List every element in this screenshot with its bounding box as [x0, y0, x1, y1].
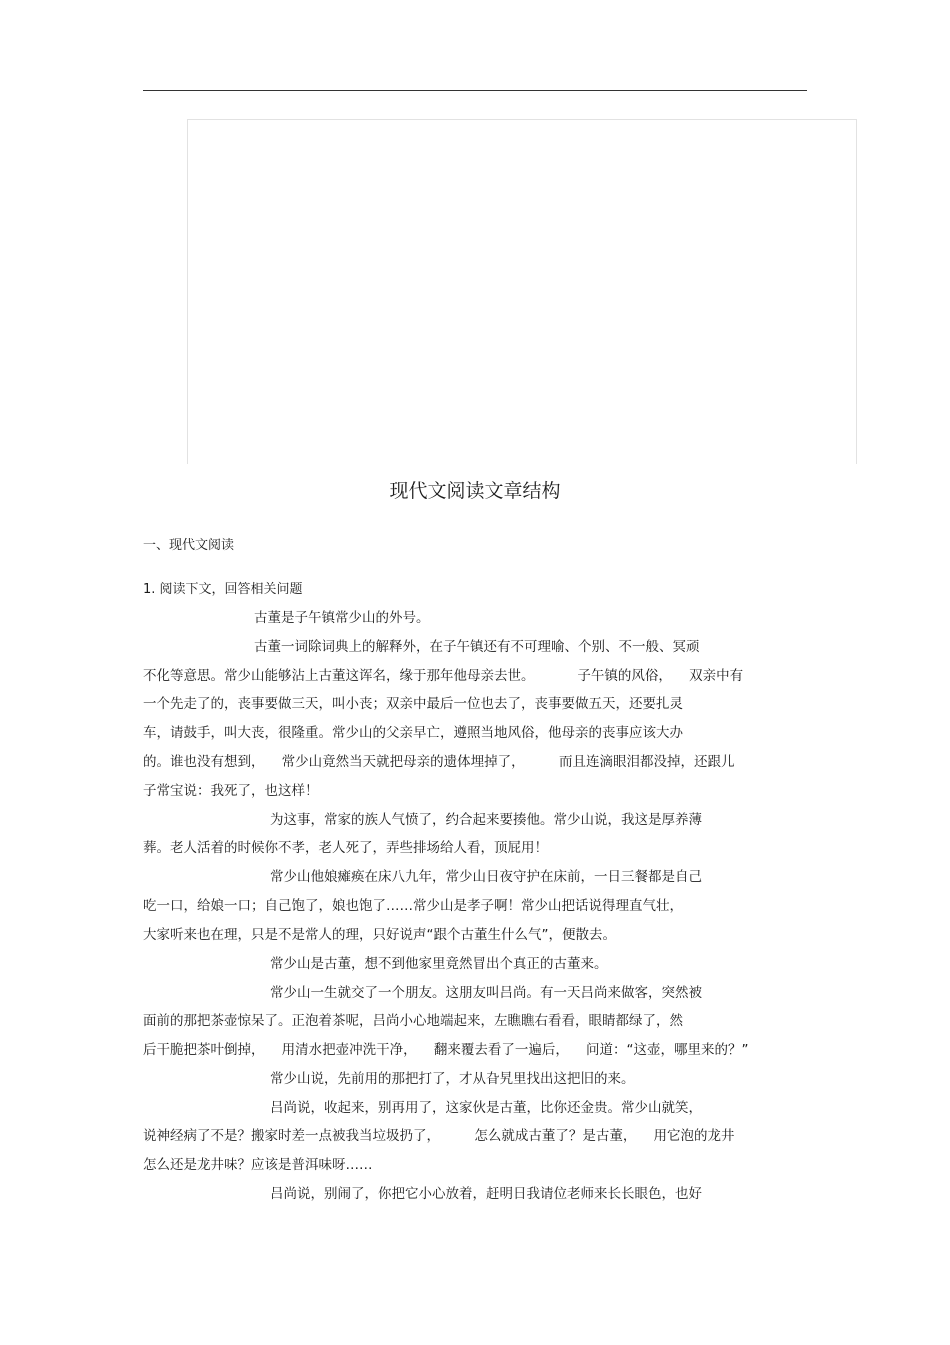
header-rule [143, 90, 807, 91]
body-line: 子常宝说：我死了，也这样！ [143, 783, 319, 799]
body-line: 后干脆把茶叶倒掉， 用清水把壶冲洗干净， 翻来覆去看了一遍后， 问道：“这壶，哪里来的？” [143, 1042, 749, 1058]
body-line: 大家听来也在理，只是不是常人的理，只好说声“跟个古董生什么气”，便散去。 [143, 927, 616, 943]
body-line: 吃一口，给娘一口；自己饱了，娘也饱了……常少山是孝子啊！常少山把话说得理直气壮， [143, 898, 683, 914]
document-title: 现代文阅读文章结构 [389, 480, 561, 502]
body-line: 常少山他娘瘫痪在床八九年，常少山日夜守护在床前，一日三餐都是自己 [270, 869, 702, 885]
body-line: 葬。老人活着的时候你不孝，老人死了，弄些排场给人看，顶屁用！ [143, 840, 548, 856]
body-line: 常少山一生就交了一个朋友。这朋友叫吕尚。有一天吕尚来做客，突然被 [270, 985, 702, 1001]
image-placeholder-frame [187, 119, 857, 464]
body-line: 怎么还是龙井味？应该是普洱味呀…… [143, 1157, 373, 1173]
body-line: 常少山是古董，想不到他家里竟然冒出个真正的古董来。 [270, 956, 608, 972]
body-line: 车，请鼓手，叫大丧，很隆重。常少山的父亲早亡，遵照当地风俗，他母亲的丧事应该大办 [143, 725, 683, 741]
body-line: 古董一词除词典上的解释外，在子午镇还有不可理喻、个别、不一般、冥顽 [254, 639, 700, 655]
body-line: 不化等意思。常少山能够沾上古董这诨名，缘于那年他母亲去世。 子午镇的风俗， 双亲中有 [143, 668, 744, 684]
body-line: 一个先走了的，丧事要做三天，叫小丧；双亲中最后一位也去了，丧事要做五天，还要扎灵 [143, 696, 683, 712]
question-prompt: 1. 阅读下文，回答相关问题 [143, 582, 303, 597]
body-line: 的。谁也没有想到， 常少山竟然当天就把母亲的遗体埋掉了， 而且连滴眼泪都没掉，还跟儿 [143, 754, 735, 770]
body-line: 古董是子午镇常少山的外号。 [254, 610, 430, 626]
section-heading: 一、现代文阅读 [143, 538, 235, 553]
body-line: 吕尚说，收起来，别再用了，这家伙是古董，比你还金贵。常少山就笑， [270, 1100, 702, 1116]
body-line: 面前的那把茶壶惊呆了。正泡着茶呢，吕尚小心地端起来，左瞧瞧右看看，眼睛都绿了，然 [143, 1013, 683, 1029]
body-line: 常少山说，先前用的那把打了，才从旮旯里找出这把旧的来。 [270, 1071, 635, 1087]
body-line: 说神经病了不是？搬家时差一点被我当垃圾扔了， 怎么就成古董了？是古董， 用它泡的龙井 [143, 1128, 735, 1144]
body-line: 吕尚说，别闹了，你把它小心放着，赶明日我请位老师来长长眼色，也好 [270, 1186, 702, 1202]
body-line: 为这事，常家的族人气愤了，约合起来要揍他。常少山说，我这是厚养薄 [270, 812, 702, 828]
